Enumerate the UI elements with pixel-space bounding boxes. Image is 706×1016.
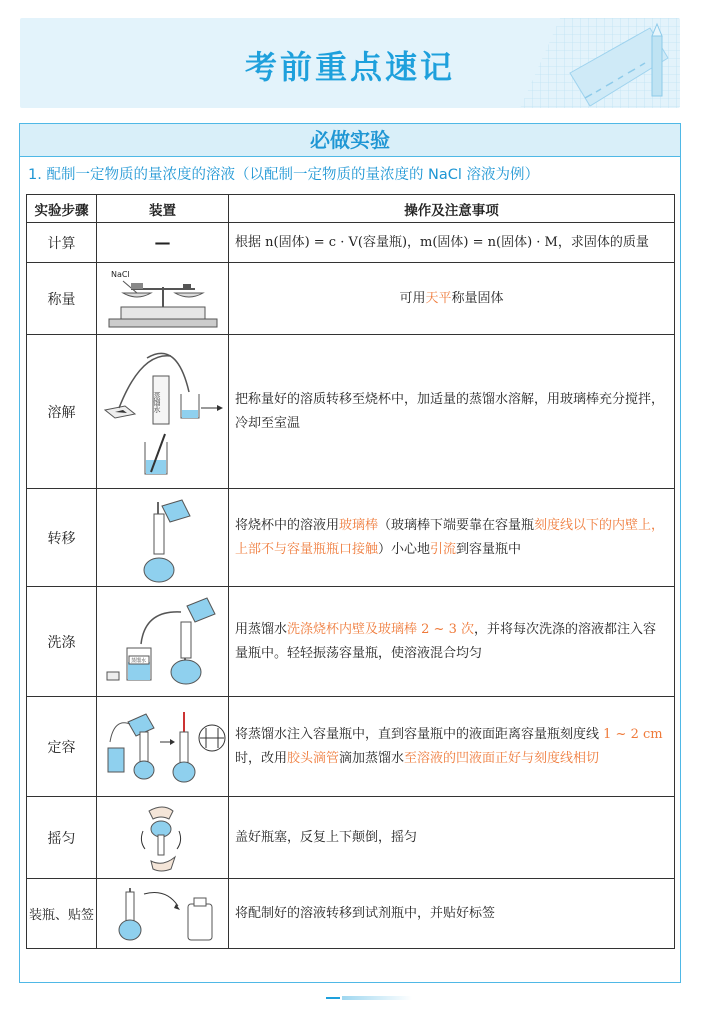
page-title: 考前重点速记: [244, 48, 455, 86]
step-name: 计算: [27, 223, 97, 263]
table-row: [27, 335, 675, 489]
step-name: 称量: [27, 263, 97, 335]
step-name: 洗涤: [27, 587, 97, 697]
apparatus-balance: [97, 263, 229, 335]
step-name: 装瓶、贴签: [27, 879, 97, 949]
page-footer-fade: [342, 996, 412, 1000]
operation-text: 用蒸馏水洗涤烧杯内壁及玻璃棒 2 ~ 3 次，并将每次洗涤的溶液都注入容量瓶中。轻轻振荡容量瓶，使溶液混合均匀: [229, 587, 675, 697]
table-row: [27, 797, 675, 879]
operation-text: 可用天平称量固体: [229, 263, 675, 335]
table-row: [27, 223, 675, 263]
table-row: [27, 587, 675, 697]
transfer-icon: [118, 492, 208, 584]
step-name: 溶解: [27, 335, 97, 489]
header-step: 实验步骤: [27, 195, 97, 223]
page-footer-mark: [326, 997, 340, 999]
apparatus-volume: [97, 697, 229, 797]
apparatus-shake: [97, 797, 229, 879]
operation-text: 将蒸馏水注入容量瓶中，直到容量瓶中的液面距离容量瓶刻度线 1 ~ 2 cm 时，改用胶头滴管滴加蒸馏水至溶液的凹液面正好与刻度线相切: [229, 697, 675, 797]
operation-text: 将配制好的溶液转移到试剂瓶中，并贴好标签: [229, 879, 675, 949]
balance-icon: [103, 267, 223, 331]
operation-text: 将烧杯中的溶液用玻璃棒（玻璃棒下端要靠在容量瓶刻度线以下的内壁上，上部不与容量瓶瓶口接触）小心地引流到容量瓶中: [229, 489, 675, 587]
operation-text: 根据 n(固体) = c · V(容量瓶)，m(固体) = n(固体) · M，求固体的质量: [229, 223, 675, 263]
wash-icon: [101, 592, 225, 692]
bottle-icon: [108, 884, 218, 944]
table-row: [27, 263, 675, 335]
volume-icon: [100, 702, 226, 792]
section-title: 必做实验: [20, 124, 680, 157]
table-row: [27, 489, 675, 587]
content-frame: [19, 123, 681, 983]
experiment-heading: 1. 配制一定物质的量浓度的溶液（以配制一定物质的量浓度的 NaCl 溶液为例）: [28, 167, 540, 183]
step-name: 定容: [27, 697, 97, 797]
table-row: [27, 879, 675, 949]
nacl-label: NaCl: [110, 269, 130, 279]
apparatus-dissolve: [97, 335, 229, 489]
step-name: 摇匀: [27, 797, 97, 879]
step-name: 转移: [27, 489, 97, 587]
apparatus-wash: [97, 587, 229, 697]
water-label: 蒸馏水: [152, 391, 161, 413]
header-operation: 操作及注意事项: [229, 195, 675, 223]
dissolve-icon: [101, 342, 225, 482]
table-row: [27, 697, 675, 797]
table-header-row: [27, 195, 675, 223]
experiment-steps-table: [26, 194, 675, 949]
apparatus-none: —: [97, 223, 229, 263]
header-banner: [20, 18, 680, 108]
shake-icon: [133, 801, 193, 875]
header-apparatus: 装置: [97, 195, 229, 223]
operation-text: 把称量好的溶质转移至烧杯中，加适量的蒸馏水溶解，用玻璃棒充分搅拌，冷却至室温: [229, 335, 675, 489]
water-label: 蒸馏水: [130, 657, 146, 664]
operation-text: 盖好瓶塞，反复上下颠倒，摇匀: [229, 797, 675, 879]
apparatus-bottle: [97, 879, 229, 949]
apparatus-transfer: [97, 489, 229, 587]
